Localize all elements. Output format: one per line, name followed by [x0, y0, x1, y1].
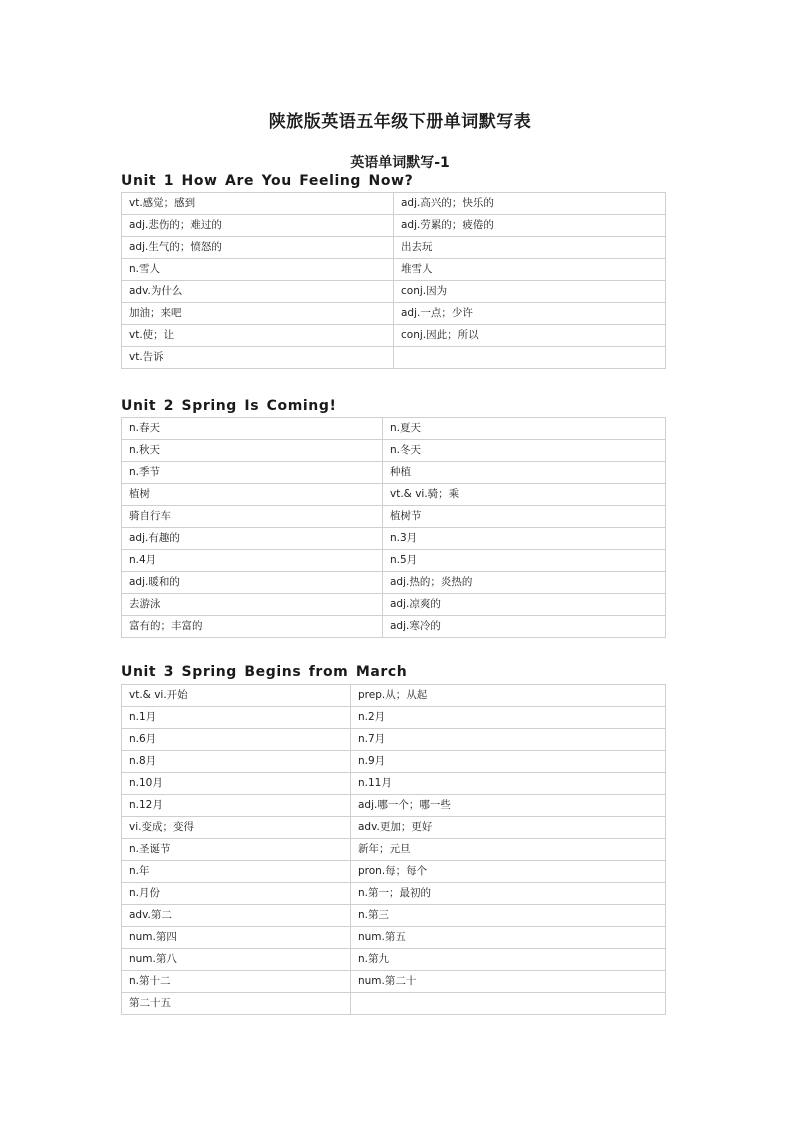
- vocab-cell-left: n.1月: [122, 707, 351, 729]
- vocab-cell-left: n.春天: [122, 418, 383, 440]
- vocab-cell-right: pron.每；每个: [351, 861, 666, 883]
- table-row: [122, 971, 666, 993]
- vocab-cell-right: n.冬天: [383, 440, 666, 462]
- table-row: [122, 616, 666, 638]
- table-row: [122, 325, 666, 347]
- unit-3-vocab-table: [121, 684, 666, 1015]
- vocab-cell-left: num.第八: [122, 949, 351, 971]
- vocab-cell-left: 植树: [122, 484, 383, 506]
- vocab-cell-right: n.9月: [351, 751, 666, 773]
- vocab-cell-left: n.秋天: [122, 440, 383, 462]
- unit-2-vocab-table: [121, 417, 666, 638]
- vocab-cell-right: n.3月: [383, 528, 666, 550]
- vocab-cell-left: 去游泳: [122, 594, 383, 616]
- table-row: [122, 440, 666, 462]
- vocab-cell-left: vt.& vi.开始: [122, 685, 351, 707]
- unit-3-heading: Unit 3 Spring Begins from March: [121, 664, 408, 680]
- vocab-cell-left: n.年: [122, 861, 351, 883]
- vocab-cell-right: adj.劳累的；疲倦的: [394, 215, 666, 237]
- vocab-cell-left: 富有的；丰富的: [122, 616, 383, 638]
- vocab-cell-right: n.11月: [351, 773, 666, 795]
- vocab-cell-left: adj.暖和的: [122, 572, 383, 594]
- page-title: 陕旅版英语五年级下册单词默写表: [268, 112, 532, 132]
- table-row: [122, 550, 666, 572]
- vocab-cell-left: n.月份: [122, 883, 351, 905]
- vocab-cell-right: [394, 347, 666, 369]
- table-row: [122, 528, 666, 550]
- unit-2-heading: Unit 2 Spring Is Coming!: [121, 398, 337, 414]
- vocab-cell-right: n.第九: [351, 949, 666, 971]
- vocab-cell-left: n.第十二: [122, 971, 351, 993]
- vocab-cell-right: adj.一点；少许: [394, 303, 666, 325]
- vocab-cell-left: n.季节: [122, 462, 383, 484]
- vocab-cell-left: adj.生气的；愤怒的: [122, 237, 394, 259]
- table-row: [122, 594, 666, 616]
- table-row: [122, 193, 666, 215]
- table-row: [122, 949, 666, 971]
- table-row: [122, 685, 666, 707]
- vocab-cell-left: n.8月: [122, 751, 351, 773]
- vocab-cell-left: vt.感觉；感到: [122, 193, 394, 215]
- vocab-cell-right: n.5月: [383, 550, 666, 572]
- vocab-cell-left: vi.变成；变得: [122, 817, 351, 839]
- vocab-cell-right: 出去玩: [394, 237, 666, 259]
- vocab-cell-right: conj.因为: [394, 281, 666, 303]
- worksheet-subtitle: 英语单词默写-1: [350, 155, 450, 171]
- table-row: [122, 347, 666, 369]
- table-row: [122, 773, 666, 795]
- vocab-cell-right: n.2月: [351, 707, 666, 729]
- vocab-cell-left: n.6月: [122, 729, 351, 751]
- table-row: [122, 462, 666, 484]
- vocab-cell-left: n.雪人: [122, 259, 394, 281]
- vocab-cell-left: vt.告诉: [122, 347, 394, 369]
- vocab-cell-right: 堆雪人: [394, 259, 666, 281]
- vocab-cell-right: adj.凉爽的: [383, 594, 666, 616]
- vocab-cell-right: conj.因此；所以: [394, 325, 666, 347]
- table-row: [122, 729, 666, 751]
- vocab-cell-right: [351, 993, 666, 1015]
- vocab-cell-left: n.12月: [122, 795, 351, 817]
- vocab-cell-left: 加油；来吧: [122, 303, 394, 325]
- vocab-cell-left: n.10月: [122, 773, 351, 795]
- vocab-cell-right: adj.热的；炎热的: [383, 572, 666, 594]
- vocab-cell-right: 植树节: [383, 506, 666, 528]
- table-row: [122, 795, 666, 817]
- vocab-cell-left: 骑自行车: [122, 506, 383, 528]
- vocab-cell-left: adv.第二: [122, 905, 351, 927]
- vocab-cell-right: 种植: [383, 462, 666, 484]
- table-row: [122, 993, 666, 1015]
- unit-1-vocab-table: [121, 192, 666, 369]
- vocab-cell-right: adj.高兴的；快乐的: [394, 193, 666, 215]
- vocab-cell-right: vt.& vi.骑；乘: [383, 484, 666, 506]
- vocab-cell-right: n.第三: [351, 905, 666, 927]
- vocab-cell-right: 新年；元旦: [351, 839, 666, 861]
- table-row: [122, 418, 666, 440]
- table-row: [122, 883, 666, 905]
- vocab-cell-left: n.圣诞节: [122, 839, 351, 861]
- vocab-cell-right: n.7月: [351, 729, 666, 751]
- vocab-cell-left: adj.有趣的: [122, 528, 383, 550]
- vocab-cell-right: adv.更加；更好: [351, 817, 666, 839]
- vocab-cell-right: num.第五: [351, 927, 666, 949]
- vocab-cell-left: 第二十五: [122, 993, 351, 1015]
- table-row: [122, 237, 666, 259]
- vocab-cell-left: adv.为什么: [122, 281, 394, 303]
- vocab-cell-left: n.4月: [122, 550, 383, 572]
- table-row: [122, 506, 666, 528]
- table-row: [122, 839, 666, 861]
- table-row: [122, 927, 666, 949]
- table-row: [122, 707, 666, 729]
- vocab-cell-right: adj.寒冷的: [383, 616, 666, 638]
- table-row: [122, 303, 666, 325]
- vocab-cell-left: vt.使；让: [122, 325, 394, 347]
- table-row: [122, 281, 666, 303]
- vocab-cell-right: num.第二十: [351, 971, 666, 993]
- table-row: [122, 817, 666, 839]
- table-row: [122, 259, 666, 281]
- table-row: [122, 572, 666, 594]
- vocab-cell-right: adj.哪一个；哪一些: [351, 795, 666, 817]
- vocab-cell-right: n.夏天: [383, 418, 666, 440]
- table-row: [122, 215, 666, 237]
- vocab-cell-left: adj.悲伤的；难过的: [122, 215, 394, 237]
- vocab-cell-right: n.第一；最初的: [351, 883, 666, 905]
- table-row: [122, 905, 666, 927]
- vocab-cell-left: num.第四: [122, 927, 351, 949]
- table-row: [122, 484, 666, 506]
- vocab-cell-right: prep.从；从起: [351, 685, 666, 707]
- table-row: [122, 861, 666, 883]
- table-row: [122, 751, 666, 773]
- unit-1-heading: Unit 1 How Are You Feeling Now?: [121, 173, 414, 189]
